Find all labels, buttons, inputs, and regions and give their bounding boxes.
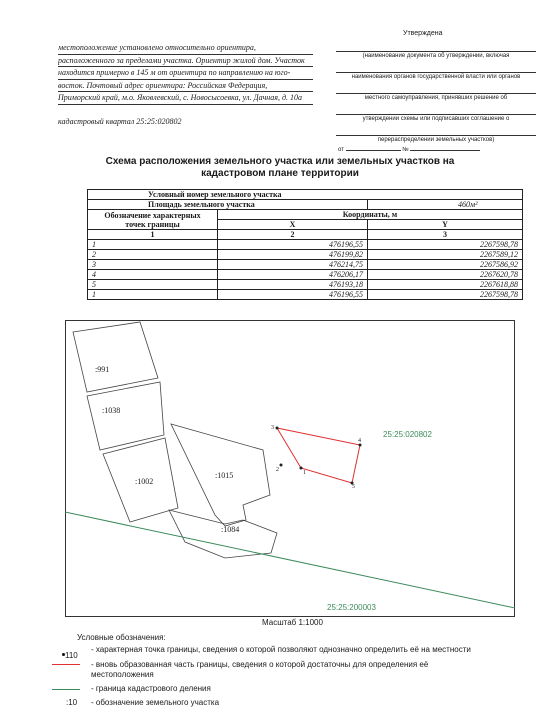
location-line: восток. Почтовый адрес ориентира: Российская Федерация, [58, 80, 313, 93]
location-description [58, 42, 313, 105]
x-cell: 476199,82 [218, 250, 368, 260]
approval-signature-line [338, 147, 480, 153]
legend-red-text-line2: местоположения [91, 670, 154, 679]
y-cell: 2267598,78 [368, 240, 523, 250]
parcel-label: :1038 [102, 406, 121, 415]
title-line-1: Схема расположения земельного участка или земельных участков на [105, 156, 455, 167]
area-value: 460м² [368, 200, 523, 210]
area-label: Площадь земельного участка [88, 200, 368, 210]
legend-point-number: 110 [65, 651, 78, 660]
legend-parcel-text: - обозначение земельного участка [91, 698, 220, 707]
point-label: 5 [352, 484, 355, 490]
approval-line: утверждении схемы или подписавших соглашение о [336, 114, 536, 122]
points-header-line1: Обозначение характерных [104, 210, 201, 220]
table-row [88, 230, 523, 240]
point-label: 3 [271, 425, 274, 431]
legend-red-text-line1: - вновь образованная часть границы, сведения о которой достаточны для определения её [91, 660, 429, 669]
parcel-label: :1002 [135, 477, 154, 486]
coords-header: Координаты, м [218, 210, 523, 220]
x-cell: 476196,55 [218, 290, 368, 300]
parcel-label: :1015 [215, 471, 234, 480]
y-cell: 2267586,92 [368, 260, 523, 270]
boundary-point-3 [276, 427, 279, 430]
cadastral-map [65, 320, 515, 617]
table-row [88, 280, 523, 290]
point-label: 1 [303, 470, 306, 476]
points-header-line2: точек границы [125, 219, 180, 229]
location-line: расположенного за пределами участка. Ориентир жилой дом. Участок [58, 55, 313, 68]
y-cell: 2267598,78 [368, 290, 523, 300]
y-cell: 2267589,12 [368, 250, 523, 260]
table-row [88, 210, 523, 220]
legend-parcel-symbol: :10 [66, 698, 78, 707]
col-num: 3 [368, 230, 523, 240]
col-num: 1 [88, 230, 218, 240]
legend-red-text [91, 660, 553, 680]
location-line: Приморский край, м.о. Яковлевский, с. Новосысоевка, ул. Дачная, д. 10а [58, 92, 313, 105]
point-label: 2 [276, 467, 279, 473]
legend-title: Условные обозначения: [77, 633, 166, 642]
x-cell: 476206,17 [218, 270, 368, 280]
legend-green-text: - граница кадастрового деления [91, 684, 211, 693]
parcel-label: :991 [95, 365, 110, 374]
legend-red-line [52, 664, 80, 665]
document-title [0, 156, 560, 180]
approval-date-prefix: от [338, 147, 344, 153]
point-cell: 1 [88, 290, 218, 300]
y-header: Y [368, 220, 523, 230]
table-row [88, 200, 523, 210]
approval-line: наименования органов государственной власти или органов [336, 72, 536, 80]
conditional-number-label: Условный номер земельного участка [88, 190, 523, 200]
title-line-2: кадастровом плане территории [201, 168, 359, 179]
table-row [88, 250, 523, 260]
point-label: 4 [358, 438, 361, 444]
quarter-label: 25:25:200003 [327, 603, 376, 612]
table-row [88, 240, 523, 250]
table-row [88, 290, 523, 300]
map-scale: Масштаб 1:1000 [262, 618, 323, 627]
approval-line: (наименование документа об утверждении, включая [336, 51, 536, 59]
x-cell: 476196,55 [218, 240, 368, 250]
legend-green-line [52, 689, 80, 690]
point-cell: 1 [88, 240, 218, 250]
legend-point-symbol [62, 645, 88, 660]
x-cell: 476193,18 [218, 280, 368, 290]
coordinates-table [87, 189, 523, 300]
quarter-label: 25:25:020802 [383, 430, 432, 439]
location-line: местоположение установлено относительно ориентира, [58, 42, 313, 55]
table-row [88, 260, 523, 270]
x-cell: 476214,75 [218, 260, 368, 270]
point-cell: 2 [88, 250, 218, 260]
approval-line: местного самоуправления, принявших решение об [336, 93, 536, 101]
location-line: находится примерно в 145 м от ориентира по направлению на юго- [58, 67, 313, 80]
point-cell: 5 [88, 280, 218, 290]
x-header: X [218, 220, 368, 230]
approval-number-prefix: № [402, 147, 409, 153]
point-cell: 4 [88, 270, 218, 280]
map-frame [66, 321, 515, 617]
legend-point-text: - характерная точка границы, сведения о которой позволяют однозначно определить её на местности [91, 645, 471, 654]
y-cell: 2267618,88 [368, 280, 523, 290]
table-row [88, 190, 523, 200]
table-row [88, 270, 523, 280]
boundary-point-2 [280, 464, 283, 467]
cadastral-quarter: кадастровый квартал 25:25:020802 [58, 117, 182, 126]
points-header [88, 210, 218, 230]
approval-line: перераспределении земельных участков) [336, 135, 536, 143]
y-cell: 2267620,78 [368, 270, 523, 280]
point-cell: 3 [88, 260, 218, 270]
parcel-label: :1084 [221, 525, 240, 534]
col-num: 2 [218, 230, 368, 240]
approval-header: Утверждена [403, 30, 443, 37]
